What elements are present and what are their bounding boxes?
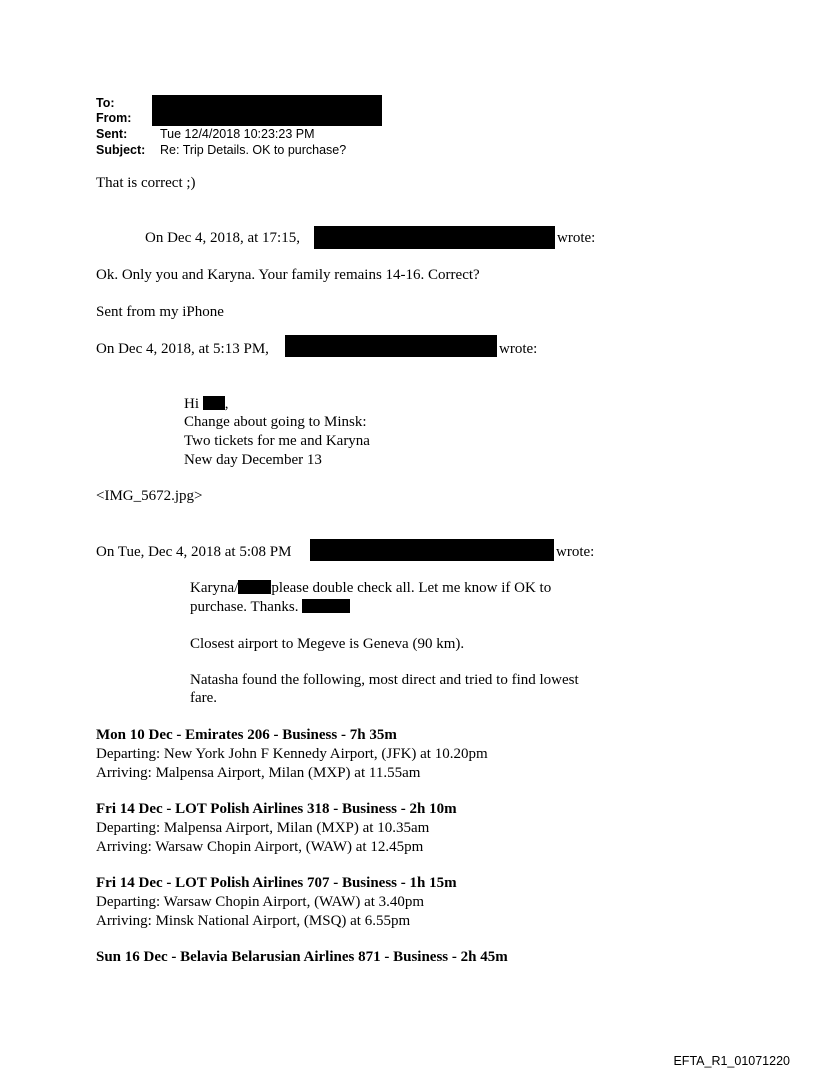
flight-departing: Departing: New York John F Kennedy Airport, (JFK) at 10.20pm [96,746,488,762]
quote-header-1 [145,229,300,248]
message-line: Two tickets for me and Karyna [184,433,370,449]
sent-label: Sent: [96,127,128,141]
message-line: Closest airport to Megeve is Geneva (90 km). [190,636,465,652]
reply-text: That is correct ;) [96,175,196,191]
quote-header-1-prefix: On Dec 4, 2018, at 17:15, [145,230,300,246]
subject-value: Re: Trip Details. OK to purchase? [160,143,347,157]
redaction-name-3 [302,599,350,613]
message-text: purchase. Thanks. [190,599,299,615]
flight-arriving: Arriving: Minsk National Airport, (MSQ) at 6.55pm [96,913,411,929]
from-row [96,111,160,126]
quote-header-3-suffix: wrote: [556,544,595,560]
to-row [96,96,160,111]
flight-departing: Departing: Malpensa Airport, Milan (MXP) at 10.35am [96,820,430,836]
reply-text-2: Ok. Only you and Karyna. Your family remains 14-16. Correct? [96,267,480,283]
flight-arriving: Arriving: Warsaw Chopin Airport, (WAW) at 12.45pm [96,839,424,855]
quote-header-2-prefix: On Dec 4, 2018, at 5:13 PM, [96,341,269,357]
redaction-to-from [152,95,382,126]
message-line [190,579,551,598]
from-label: From: [96,111,132,125]
quote-header-3-prefix: On Tue, Dec 4, 2018 at 5:08 PM [96,544,292,560]
subject-label: Subject: [96,143,146,157]
to-label: To: [96,96,115,110]
sent-value: Tue 12/4/2018 10:23:23 PM [160,127,315,141]
redaction-sender-2 [285,335,497,357]
flight-title: Mon 10 Dec - Emirates 206 - Business - 7h 35m [96,727,397,743]
signature: Sent from my iPhone [96,304,224,320]
sent-row [96,127,315,142]
redaction-name-2 [238,580,271,594]
document-id: EFTA_R1_01071220 [673,1054,790,1068]
subject-row [96,143,346,158]
message-line [190,598,350,617]
greeting-comma: , [224,396,229,412]
flight-arriving: Arriving: Malpensa Airport, Milan (MXP) at 11.55am [96,765,421,781]
message-line: Natasha found the following, most direct and tried to find lowest [190,672,579,688]
message-text: Karyna/ [190,580,239,596]
attachment-name: <IMG_5672.jpg> [96,488,203,504]
message-line: fare. [190,690,218,706]
redaction-sender-1 [314,226,555,249]
redaction-sender-3 [310,539,554,561]
message-line: New day December 13 [184,452,322,468]
message-text: please double check all. Let me know if OK to [271,580,552,596]
redaction-name-1 [203,396,225,410]
greeting-hi: Hi [184,396,199,412]
flight-departing: Departing: Warsaw Chopin Airport, (WAW) at 3.40pm [96,894,425,910]
greeting-line [184,395,229,414]
flight-title: Fri 14 Dec - LOT Polish Airlines 707 - Business - 1h 15m [96,875,457,891]
quote-header-1-suffix: wrote: [557,230,596,246]
quote-header-2-suffix: wrote: [499,341,538,357]
flight-title: Fri 14 Dec - LOT Polish Airlines 318 - Business - 2h 10m [96,801,457,817]
message-line: Change about going to Minsk: [184,414,367,430]
flight-title: Sun 16 Dec - Belavia Belarusian Airlines 871 - Business - 2h 45m [96,949,508,965]
